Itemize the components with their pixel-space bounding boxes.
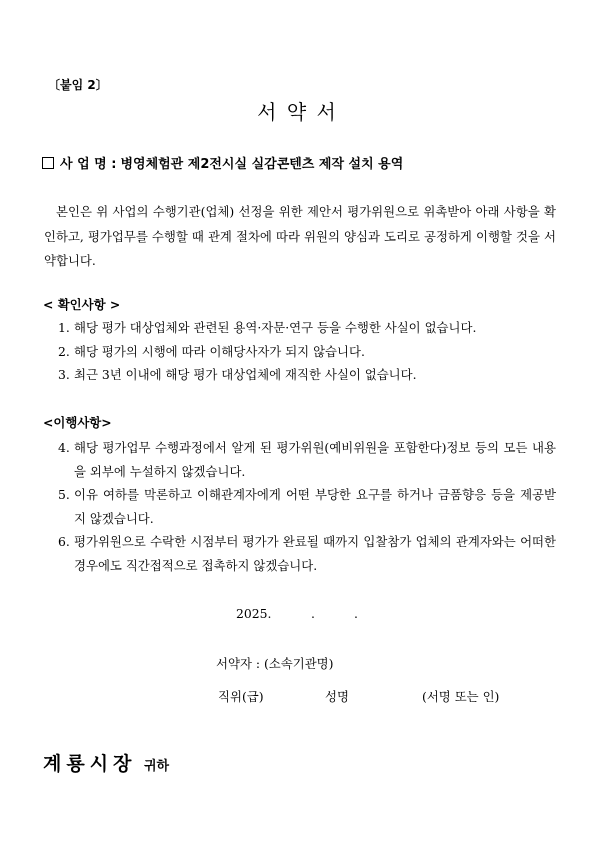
addressee-name: 계룡시장	[43, 753, 137, 775]
item-number: 5.	[58, 487, 70, 502]
document-title: 서 약 서	[257, 100, 338, 124]
item-text: 해당 평가 대상업체와 관련된 용역·자문·연구 등을 수행한 사실이 없습니다.	[74, 320, 477, 335]
annex-label: 〔붙임 2〕	[48, 78, 108, 92]
item-number: 1.	[58, 320, 70, 335]
list-item	[58, 363, 556, 387]
item-number: 2.	[58, 343, 70, 359]
signer-position-label: 직위(급)	[218, 689, 264, 704]
list-item	[58, 340, 556, 364]
comply-list	[58, 436, 556, 577]
intro-paragraph	[44, 200, 556, 274]
confirm-section-title: < 확인사항 >	[43, 297, 121, 312]
project-label: 사 업 명 :	[60, 157, 117, 172]
item-number: 3.	[58, 367, 70, 382]
item-text: 해당 평가의 시행에 따라 이해당사자가 되지 않습니다.	[74, 343, 365, 359]
item-number: 4.	[58, 440, 70, 455]
list-item	[58, 316, 556, 340]
signature-label: (서명 또는 인)	[422, 689, 500, 704]
project-name: 병영체험관 제2전시실 실감콘텐츠 제작 설치 용역	[120, 157, 404, 172]
date-month-dot: .	[311, 606, 315, 621]
project-line	[42, 153, 403, 172]
list-item	[58, 530, 556, 577]
comply-section-title: <이행사항>	[43, 415, 112, 430]
confirm-list	[58, 316, 556, 387]
item-text: 최근 3년 이내에 해당 평가 대상업체에 재직한 사실이 없습니다.	[74, 367, 417, 382]
date-year: 2025.	[236, 606, 272, 621]
date-day-dot: .	[354, 606, 358, 621]
addressee	[43, 749, 169, 776]
signer-line: 서약자 : (소속기관명)	[216, 656, 334, 671]
intro-text: 본인은 위 사업의 수행기관(업체) 선정을 위한 제안서 평가위원으로 위촉받아 아래 사항을 확인하고, 평가업무를 수행할 때 관계 절차에 따라 위원의 양심과 도리로 공정하게 이행할 것을 서약합니다.	[44, 204, 556, 268]
list-item	[58, 436, 556, 483]
item-text: 평가위원으로 수락한 시점부터 평가가 완료될 때까지 입찰참가 업체의 관계자와는 어떠한 경우에도 직간접적으로 접촉하지 않겠습니다.	[74, 534, 556, 573]
list-item	[58, 483, 556, 530]
checkbox-icon	[42, 157, 54, 169]
item-text: 이유 여하를 막론하고 이해관계자에게 어떤 부당한 요구를 하거나 금품향응 등을 제공받지 않겠습니다.	[74, 487, 556, 526]
signer-name-label: 성명	[325, 689, 349, 704]
addressee-honorific: 귀하	[144, 759, 170, 774]
item-number: 6.	[58, 534, 70, 549]
item-text: 해당 평가업무 수행과정에서 알게 된 평가위원(예비위원을 포함한다)정보 등의 모든 내용을 외부에 누설하지 않겠습니다.	[74, 440, 556, 479]
